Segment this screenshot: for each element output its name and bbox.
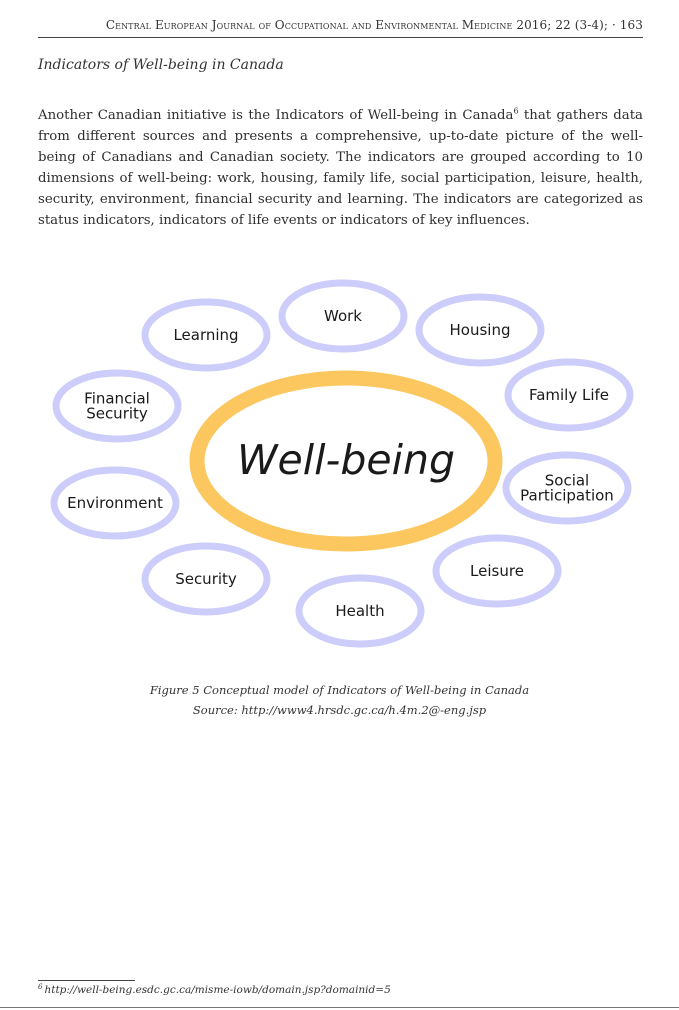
- footnote: [38, 984, 391, 996]
- bottom-rule: [0, 1007, 679, 1008]
- dimension-label: Work: [324, 307, 362, 325]
- caption-title: Figure 5 Conceptual model of Indicators of Well-being in Canada: [149, 683, 530, 697]
- header-rule: [38, 37, 643, 38]
- dimension-financial-security: [56, 373, 178, 439]
- center-node: [197, 378, 495, 544]
- dimension-label: Health: [335, 602, 385, 620]
- body-paragraph: [38, 105, 643, 231]
- dimension-health: [299, 578, 421, 644]
- running-head: Central European Journal of Occupational and Environmental Medicine 2016; 22 (3-4); · 163: [105, 18, 643, 32]
- footnote-link[interactable]: http://well-being.esdc.gc.ca/misme-iowb/domain.jsp?domainid=5: [44, 984, 391, 996]
- section-heading: Indicators of Well-being in Canada: [38, 57, 284, 73]
- dimension-housing: [419, 297, 541, 363]
- dimension-security: [145, 546, 267, 612]
- dimension-label: Financial: [84, 389, 150, 408]
- well-being-diagram: [0, 270, 679, 660]
- figure-caption: [0, 680, 679, 720]
- dimension-work: [282, 283, 404, 349]
- footnote-number: 6: [38, 982, 43, 991]
- dimension-leisure: [436, 538, 558, 604]
- dimension-environment: [54, 470, 176, 536]
- dimension-family-life: [508, 362, 630, 428]
- center-label: Well-being: [237, 436, 455, 484]
- dimension-label: Learning: [173, 326, 239, 344]
- footnote-reference[interactable]: 6: [513, 106, 519, 116]
- dimension-label: Leisure: [470, 562, 524, 580]
- caption-source: Source: http://www4.hrsdc.gc.ca/h.4m.2@-eng.jsp: [192, 703, 487, 717]
- dimension-social-participation: [506, 455, 628, 521]
- footnote-rule: [38, 980, 135, 981]
- paragraph-text-start: Another Canadian initiative is the Indicators of Well-being in Canada: [38, 108, 514, 123]
- dimension-learning: [145, 302, 267, 368]
- dimension-label: Environment: [67, 494, 163, 512]
- dimension-label: Participation: [520, 486, 614, 505]
- dimension-label: Security: [86, 404, 148, 423]
- paragraph-text-end: that gathers data from different sources and presents a comprehensive, up-to-date picture of the well-being of Canadians and Canadian society. The indicators are grouped according to 10 dimensions of well-being: work, housing, family life, social participation, leisure, health, security, environment, financial security and learning. The indicators are categorized as status indicators, indicators of life events or indicators of key influences.: [38, 108, 643, 228]
- dimension-label: Housing: [449, 321, 511, 339]
- dimension-label: Social: [544, 471, 590, 490]
- dimension-label: Security: [175, 570, 237, 588]
- dimension-label: Family Life: [528, 386, 610, 404]
